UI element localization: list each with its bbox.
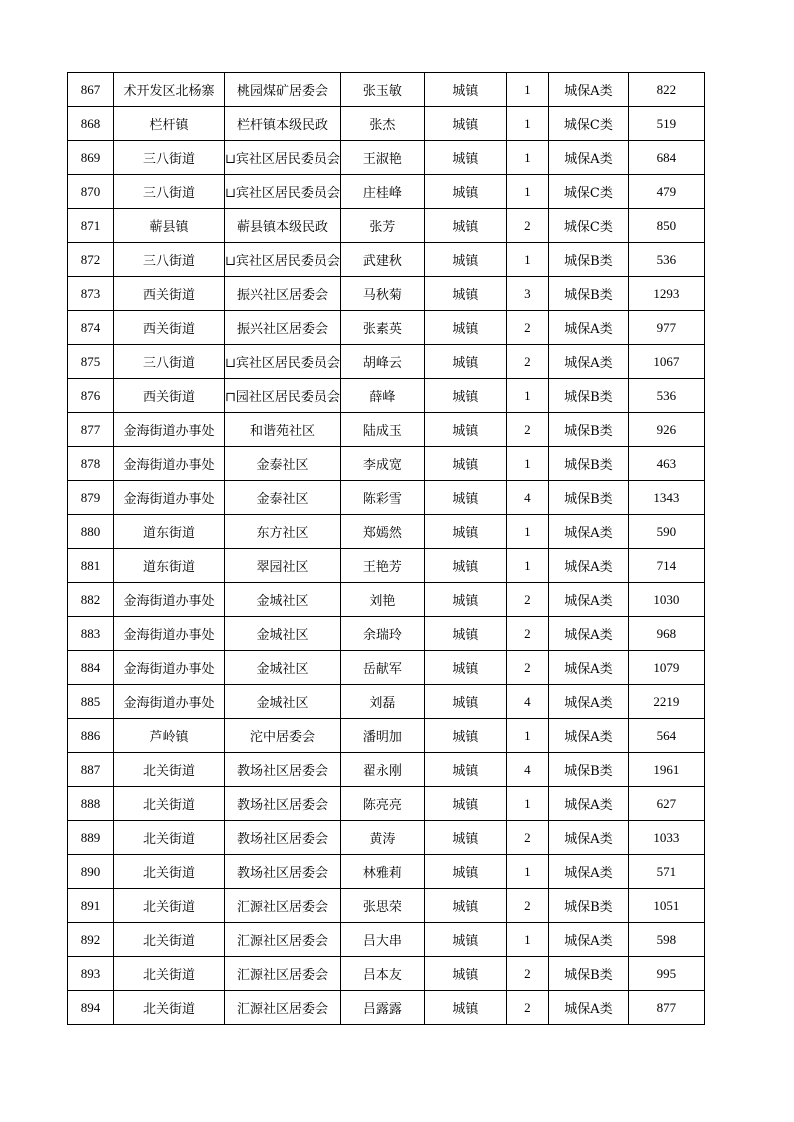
name-cell: 陈彩雪 — [340, 481, 424, 515]
amount-cell: 877 — [628, 991, 704, 1025]
row-number-cell: 868 — [68, 107, 114, 141]
beneficiary-table — [67, 72, 705, 1025]
member-count-cell: 2 — [506, 991, 548, 1025]
name-cell: 岳献军 — [340, 651, 424, 685]
street-cell: 三八街道 — [114, 243, 225, 277]
household-type-cell: 城镇 — [424, 447, 506, 481]
community-cell: ⊓园社区居民委员会 — [225, 379, 341, 413]
table-row — [68, 923, 705, 957]
table-row — [68, 345, 705, 379]
category-cell: 城保A类 — [548, 73, 628, 107]
amount-cell: 564 — [628, 719, 704, 753]
member-count-cell: 1 — [506, 549, 548, 583]
street-cell: 金海街道办事处 — [114, 583, 225, 617]
household-type-cell: 城镇 — [424, 141, 506, 175]
category-cell: 城保A类 — [548, 923, 628, 957]
amount-cell: 519 — [628, 107, 704, 141]
row-number-cell: 875 — [68, 345, 114, 379]
household-type-cell: 城镇 — [424, 787, 506, 821]
table-row — [68, 447, 705, 481]
name-cell: 张玉敏 — [340, 73, 424, 107]
row-number-cell: 889 — [68, 821, 114, 855]
name-cell: 吕本友 — [340, 957, 424, 991]
row-number-cell: 877 — [68, 413, 114, 447]
household-type-cell: 城镇 — [424, 209, 506, 243]
household-type-cell: 城镇 — [424, 991, 506, 1025]
member-count-cell: 4 — [506, 685, 548, 719]
table-row — [68, 209, 705, 243]
category-cell: 城保B类 — [548, 413, 628, 447]
community-cell: 振兴社区居委会 — [225, 311, 341, 345]
row-number-cell: 881 — [68, 549, 114, 583]
street-cell: 北关街道 — [114, 923, 225, 957]
household-type-cell: 城镇 — [424, 107, 506, 141]
name-cell: 吕露露 — [340, 991, 424, 1025]
community-cell: 汇源社区居委会 — [225, 923, 341, 957]
category-cell: 城保B类 — [548, 277, 628, 311]
row-number-cell: 886 — [68, 719, 114, 753]
community-cell: ⊔宾社区居民委员会 — [225, 345, 341, 379]
member-count-cell: 1 — [506, 923, 548, 957]
street-cell: 金海街道办事处 — [114, 617, 225, 651]
street-cell: 三八街道 — [114, 175, 225, 209]
member-count-cell: 4 — [506, 481, 548, 515]
category-cell: 城保B类 — [548, 481, 628, 515]
table-row — [68, 889, 705, 923]
household-type-cell: 城镇 — [424, 957, 506, 991]
row-number-cell: 873 — [68, 277, 114, 311]
household-type-cell: 城镇 — [424, 821, 506, 855]
table-row — [68, 73, 705, 107]
row-number-cell: 890 — [68, 855, 114, 889]
name-cell: 陈亮亮 — [340, 787, 424, 821]
member-count-cell: 1 — [506, 787, 548, 821]
street-cell: 北关街道 — [114, 855, 225, 889]
community-cell: 教场社区居委会 — [225, 753, 341, 787]
category-cell: 城保B类 — [548, 447, 628, 481]
street-cell: 芦岭镇 — [114, 719, 225, 753]
category-cell: 城保A类 — [548, 991, 628, 1025]
household-type-cell: 城镇 — [424, 583, 506, 617]
street-cell: 三八街道 — [114, 345, 225, 379]
row-number-cell: 892 — [68, 923, 114, 957]
street-cell: 西关街道 — [114, 379, 225, 413]
name-cell: 王艳芳 — [340, 549, 424, 583]
member-count-cell: 2 — [506, 821, 548, 855]
community-cell: 汇源社区居委会 — [225, 957, 341, 991]
amount-cell: 968 — [628, 617, 704, 651]
street-cell: 北关街道 — [114, 787, 225, 821]
name-cell: 王淑艳 — [340, 141, 424, 175]
name-cell: 胡峰云 — [340, 345, 424, 379]
member-count-cell: 1 — [506, 855, 548, 889]
table-row — [68, 753, 705, 787]
amount-cell: 536 — [628, 379, 704, 413]
row-number-cell: 879 — [68, 481, 114, 515]
row-number-cell: 894 — [68, 991, 114, 1025]
table-row — [68, 277, 705, 311]
category-cell: 城保A类 — [548, 719, 628, 753]
row-number-cell: 870 — [68, 175, 114, 209]
community-cell: 汇源社区居委会 — [225, 889, 341, 923]
category-cell: 城保C类 — [548, 175, 628, 209]
household-type-cell: 城镇 — [424, 481, 506, 515]
category-cell: 城保A类 — [548, 685, 628, 719]
category-cell: 城保A类 — [548, 821, 628, 855]
category-cell: 城保A类 — [548, 311, 628, 345]
household-type-cell: 城镇 — [424, 651, 506, 685]
table-row — [68, 175, 705, 209]
table-row — [68, 583, 705, 617]
name-cell: 余瑞玲 — [340, 617, 424, 651]
amount-cell: 1961 — [628, 753, 704, 787]
street-cell: 北关街道 — [114, 753, 225, 787]
category-cell: 城保B类 — [548, 243, 628, 277]
member-count-cell: 2 — [506, 209, 548, 243]
member-count-cell: 1 — [506, 175, 548, 209]
household-type-cell: 城镇 — [424, 277, 506, 311]
street-cell: 蕲县镇 — [114, 209, 225, 243]
category-cell: 城保A类 — [548, 787, 628, 821]
row-number-cell: 871 — [68, 209, 114, 243]
table-row — [68, 481, 705, 515]
household-type-cell: 城镇 — [424, 345, 506, 379]
street-cell: 金海街道办事处 — [114, 651, 225, 685]
household-type-cell: 城镇 — [424, 923, 506, 957]
street-cell: 金海街道办事处 — [114, 413, 225, 447]
member-count-cell: 4 — [506, 753, 548, 787]
amount-cell: 1343 — [628, 481, 704, 515]
member-count-cell: 1 — [506, 73, 548, 107]
community-cell: 桃园煤矿居委会 — [225, 73, 341, 107]
name-cell: 武建秋 — [340, 243, 424, 277]
name-cell: 黄涛 — [340, 821, 424, 855]
row-number-cell: 874 — [68, 311, 114, 345]
member-count-cell: 2 — [506, 889, 548, 923]
household-type-cell: 城镇 — [424, 73, 506, 107]
member-count-cell: 1 — [506, 141, 548, 175]
member-count-cell: 3 — [506, 277, 548, 311]
street-cell: 金海街道办事处 — [114, 447, 225, 481]
household-type-cell: 城镇 — [424, 175, 506, 209]
street-cell: 术开发区北杨寨 — [114, 73, 225, 107]
amount-cell: 590 — [628, 515, 704, 549]
community-cell: 金城社区 — [225, 651, 341, 685]
street-cell: 金海街道办事处 — [114, 481, 225, 515]
row-number-cell: 869 — [68, 141, 114, 175]
table-row — [68, 991, 705, 1025]
amount-cell: 1067 — [628, 345, 704, 379]
category-cell: 城保C类 — [548, 209, 628, 243]
name-cell: 潘明加 — [340, 719, 424, 753]
table-row — [68, 311, 705, 345]
household-type-cell: 城镇 — [424, 617, 506, 651]
table-row — [68, 515, 705, 549]
community-cell: 教场社区居委会 — [225, 787, 341, 821]
table-row — [68, 821, 705, 855]
category-cell: 城保A类 — [548, 549, 628, 583]
amount-cell: 926 — [628, 413, 704, 447]
category-cell: 城保B类 — [548, 889, 628, 923]
category-cell: 城保B类 — [548, 957, 628, 991]
community-cell: 东方社区 — [225, 515, 341, 549]
table-row — [68, 617, 705, 651]
amount-cell: 598 — [628, 923, 704, 957]
amount-cell: 714 — [628, 549, 704, 583]
category-cell: 城保A类 — [548, 651, 628, 685]
household-type-cell: 城镇 — [424, 243, 506, 277]
community-cell: 和谐苑社区 — [225, 413, 341, 447]
community-cell: ⊔宾社区居民委员会 — [225, 141, 341, 175]
row-number-cell: 887 — [68, 753, 114, 787]
row-number-cell: 883 — [68, 617, 114, 651]
community-cell: 金城社区 — [225, 685, 341, 719]
household-type-cell: 城镇 — [424, 889, 506, 923]
table-row — [68, 549, 705, 583]
table-row — [68, 957, 705, 991]
street-cell: 北关街道 — [114, 821, 225, 855]
row-number-cell: 882 — [68, 583, 114, 617]
household-type-cell: 城镇 — [424, 719, 506, 753]
row-number-cell: 876 — [68, 379, 114, 413]
row-number-cell: 891 — [68, 889, 114, 923]
community-cell: 汇源社区居委会 — [225, 991, 341, 1025]
table-row — [68, 719, 705, 753]
community-cell: 栏杆镇本级民政 — [225, 107, 341, 141]
member-count-cell: 1 — [506, 379, 548, 413]
category-cell: 城保B类 — [548, 379, 628, 413]
name-cell: 郑嫣然 — [340, 515, 424, 549]
name-cell: 翟永刚 — [340, 753, 424, 787]
community-cell: ⊔宾社区居民委员会 — [225, 175, 341, 209]
community-cell: 金泰社区 — [225, 481, 341, 515]
member-count-cell: 2 — [506, 617, 548, 651]
row-number-cell: 884 — [68, 651, 114, 685]
category-cell: 城保A类 — [548, 617, 628, 651]
name-cell: 刘艳 — [340, 583, 424, 617]
community-cell: 振兴社区居委会 — [225, 277, 341, 311]
name-cell: 薛峰 — [340, 379, 424, 413]
row-number-cell: 885 — [68, 685, 114, 719]
row-number-cell: 880 — [68, 515, 114, 549]
amount-cell: 995 — [628, 957, 704, 991]
category-cell: 城保C类 — [548, 107, 628, 141]
street-cell: 西关街道 — [114, 311, 225, 345]
street-cell: 三八街道 — [114, 141, 225, 175]
table-row — [68, 413, 705, 447]
amount-cell: 850 — [628, 209, 704, 243]
row-number-cell: 872 — [68, 243, 114, 277]
member-count-cell: 2 — [506, 651, 548, 685]
member-count-cell: 1 — [506, 719, 548, 753]
table-row — [68, 787, 705, 821]
member-count-cell: 2 — [506, 583, 548, 617]
member-count-cell: 1 — [506, 243, 548, 277]
name-cell: 马秋菊 — [340, 277, 424, 311]
table-row — [68, 651, 705, 685]
table-row — [68, 379, 705, 413]
member-count-cell: 1 — [506, 107, 548, 141]
amount-cell: 571 — [628, 855, 704, 889]
category-cell: 城保A类 — [548, 855, 628, 889]
community-cell: 沱中居委会 — [225, 719, 341, 753]
street-cell: 道东街道 — [114, 549, 225, 583]
category-cell: 城保B类 — [548, 753, 628, 787]
table-row — [68, 685, 705, 719]
category-cell: 城保A类 — [548, 515, 628, 549]
amount-cell: 1051 — [628, 889, 704, 923]
household-type-cell: 城镇 — [424, 855, 506, 889]
street-cell: 北关街道 — [114, 957, 225, 991]
table-body — [68, 73, 705, 1025]
community-cell: 教场社区居委会 — [225, 855, 341, 889]
member-count-cell: 2 — [506, 311, 548, 345]
household-type-cell: 城镇 — [424, 549, 506, 583]
amount-cell: 1293 — [628, 277, 704, 311]
amount-cell: 1030 — [628, 583, 704, 617]
household-type-cell: 城镇 — [424, 753, 506, 787]
amount-cell: 627 — [628, 787, 704, 821]
row-number-cell: 893 — [68, 957, 114, 991]
household-type-cell: 城镇 — [424, 311, 506, 345]
amount-cell: 684 — [628, 141, 704, 175]
table-row — [68, 855, 705, 889]
table-row — [68, 141, 705, 175]
table-row — [68, 107, 705, 141]
member-count-cell: 2 — [506, 957, 548, 991]
street-cell: 西关街道 — [114, 277, 225, 311]
name-cell: 张素英 — [340, 311, 424, 345]
amount-cell: 1033 — [628, 821, 704, 855]
household-type-cell: 城镇 — [424, 685, 506, 719]
street-cell: 北关街道 — [114, 889, 225, 923]
amount-cell: 977 — [628, 311, 704, 345]
row-number-cell: 878 — [68, 447, 114, 481]
table-row — [68, 243, 705, 277]
street-cell: 道东街道 — [114, 515, 225, 549]
member-count-cell: 1 — [506, 515, 548, 549]
community-cell: 教场社区居委会 — [225, 821, 341, 855]
name-cell: 林雅莉 — [340, 855, 424, 889]
household-type-cell: 城镇 — [424, 515, 506, 549]
street-cell: 北关街道 — [114, 991, 225, 1025]
street-cell: 金海街道办事处 — [114, 685, 225, 719]
row-number-cell: 888 — [68, 787, 114, 821]
community-cell: 金泰社区 — [225, 447, 341, 481]
name-cell: 李成宽 — [340, 447, 424, 481]
community-cell: ⊔宾社区居民委员会 — [225, 243, 341, 277]
category-cell: 城保A类 — [548, 141, 628, 175]
name-cell: 张思荣 — [340, 889, 424, 923]
name-cell: 张芳 — [340, 209, 424, 243]
member-count-cell: 1 — [506, 447, 548, 481]
amount-cell: 1079 — [628, 651, 704, 685]
community-cell: 金城社区 — [225, 583, 341, 617]
household-type-cell: 城镇 — [424, 413, 506, 447]
name-cell: 吕大串 — [340, 923, 424, 957]
member-count-cell: 2 — [506, 345, 548, 379]
amount-cell: 2219 — [628, 685, 704, 719]
row-number-cell: 867 — [68, 73, 114, 107]
household-type-cell: 城镇 — [424, 379, 506, 413]
category-cell: 城保A类 — [548, 345, 628, 379]
amount-cell: 822 — [628, 73, 704, 107]
community-cell: 翠园社区 — [225, 549, 341, 583]
community-cell: 蕲县镇本级民政 — [225, 209, 341, 243]
name-cell: 刘磊 — [340, 685, 424, 719]
amount-cell: 479 — [628, 175, 704, 209]
amount-cell: 463 — [628, 447, 704, 481]
amount-cell: 536 — [628, 243, 704, 277]
member-count-cell: 2 — [506, 413, 548, 447]
community-cell: 金城社区 — [225, 617, 341, 651]
name-cell: 庄桂峰 — [340, 175, 424, 209]
street-cell: 栏杆镇 — [114, 107, 225, 141]
name-cell: 陆成玉 — [340, 413, 424, 447]
category-cell: 城保A类 — [548, 583, 628, 617]
name-cell: 张杰 — [340, 107, 424, 141]
